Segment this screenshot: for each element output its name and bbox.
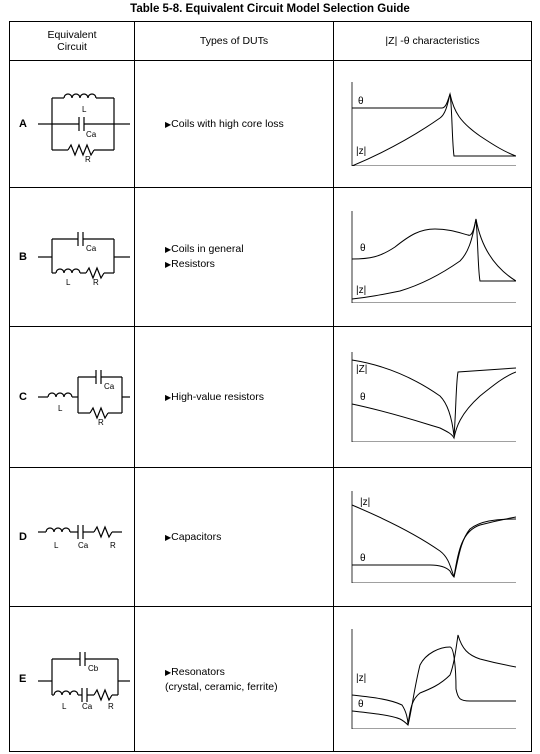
graph-cell bbox=[334, 607, 532, 752]
dut-item bbox=[165, 530, 333, 545]
dut-text: Coils in general bbox=[171, 243, 244, 255]
component-label: R bbox=[110, 541, 116, 550]
theta-label: θ bbox=[359, 553, 366, 564]
header-characteristics-text: -θ characteristics bbox=[397, 35, 480, 47]
table-row bbox=[10, 607, 532, 752]
z-label: |Z| bbox=[355, 364, 367, 375]
table-title: Table 5-8. Equivalent Circuit Model Selection Guide bbox=[130, 3, 410, 15]
component-label: Ca bbox=[78, 541, 89, 550]
dut-item bbox=[165, 665, 333, 680]
graph-cell bbox=[334, 468, 532, 607]
bullet-icon: ▶ bbox=[165, 392, 172, 402]
table-row bbox=[10, 188, 532, 327]
circuit-diagram-c bbox=[38, 369, 130, 425]
dut-item bbox=[165, 117, 333, 132]
component-label: L bbox=[54, 541, 59, 550]
dut-item bbox=[165, 257, 333, 272]
z-label: |z| bbox=[359, 497, 370, 508]
component-label: L bbox=[66, 278, 71, 285]
circuit-cell bbox=[10, 607, 135, 752]
bullet-icon: ▶ bbox=[165, 260, 172, 269]
dut-cell bbox=[135, 468, 334, 607]
component-label: L bbox=[58, 404, 63, 413]
bullet-icon: ▶ bbox=[165, 119, 172, 129]
dut-item bbox=[165, 390, 333, 405]
circuit-diagram-d bbox=[38, 522, 130, 552]
z-label: |z| bbox=[355, 285, 366, 296]
component-label: Ca bbox=[104, 382, 115, 391]
header-circuit-line2: Circuit bbox=[57, 41, 87, 53]
theta-label: θ bbox=[359, 392, 366, 403]
row-letter: B bbox=[19, 251, 27, 263]
dut-cell bbox=[135, 327, 334, 468]
bullet-icon: ▶ bbox=[165, 245, 172, 254]
circuit-diagram-e bbox=[38, 649, 130, 709]
z-theta-graph-a bbox=[350, 82, 516, 166]
dut-text: Resistors bbox=[171, 258, 215, 270]
row-letter: E bbox=[19, 673, 27, 685]
header-z-symbol: |Z| bbox=[385, 35, 398, 47]
z-theta-graph-c bbox=[350, 352, 516, 442]
dut-text: Resonators bbox=[171, 665, 225, 678]
component-label: R bbox=[85, 155, 91, 162]
bullet-icon: ▶ bbox=[165, 667, 172, 677]
header-equivalent-circuit bbox=[10, 22, 135, 61]
dut-cell bbox=[135, 607, 334, 752]
row-letter: D bbox=[19, 531, 27, 543]
z-label: |z| bbox=[355, 146, 366, 157]
header-characteristics bbox=[334, 22, 532, 61]
circuit-diagram-b bbox=[38, 229, 130, 285]
dut-item bbox=[165, 242, 333, 257]
graph-cell bbox=[334, 327, 532, 468]
header-row bbox=[10, 22, 532, 61]
dut-cell bbox=[135, 188, 334, 327]
row-letter: C bbox=[19, 391, 27, 403]
circuit-cell bbox=[10, 188, 135, 327]
dut-item bbox=[165, 680, 333, 694]
component-label: Ca bbox=[86, 244, 97, 253]
theta-label: θ bbox=[357, 699, 364, 710]
table-row bbox=[10, 327, 532, 468]
circuit-cell bbox=[10, 468, 135, 607]
graph-cell bbox=[334, 188, 532, 327]
dut-text: (crystal, ceramic, ferrite) bbox=[165, 680, 278, 693]
component-label: R bbox=[93, 278, 99, 285]
row-letter: A bbox=[19, 118, 27, 130]
bullet-icon: ▶ bbox=[165, 532, 172, 542]
graph-cell bbox=[334, 61, 532, 188]
component-label: R bbox=[108, 702, 114, 709]
selection-guide-table bbox=[9, 21, 532, 752]
dut-text: High-value resistors bbox=[171, 390, 264, 403]
header-circuit-line1: Equivalent bbox=[47, 29, 97, 41]
circuit-cell bbox=[10, 61, 135, 188]
z-label: |z| bbox=[355, 673, 366, 684]
dut-text: Capacitors bbox=[171, 530, 222, 543]
table-row bbox=[10, 61, 532, 188]
z-theta-graph-d bbox=[350, 491, 516, 583]
circuit-cell bbox=[10, 327, 135, 468]
component-label: R bbox=[98, 418, 104, 425]
table-row bbox=[10, 468, 532, 607]
theta-label: θ bbox=[357, 96, 364, 107]
dut-cell bbox=[135, 61, 334, 188]
component-label: Ca bbox=[82, 702, 93, 709]
component-label: L bbox=[82, 105, 87, 114]
z-theta-graph-e bbox=[350, 629, 516, 729]
component-label: Ca bbox=[86, 130, 97, 139]
z-theta-graph-b bbox=[350, 211, 516, 303]
circuit-diagram-a bbox=[38, 86, 130, 162]
header-types-of-duts: Types of DUTs bbox=[135, 22, 334, 61]
component-label: Cb bbox=[88, 664, 99, 673]
theta-label: θ bbox=[359, 243, 366, 254]
dut-text: Coils with high core loss bbox=[171, 117, 284, 130]
component-label: L bbox=[62, 702, 67, 709]
